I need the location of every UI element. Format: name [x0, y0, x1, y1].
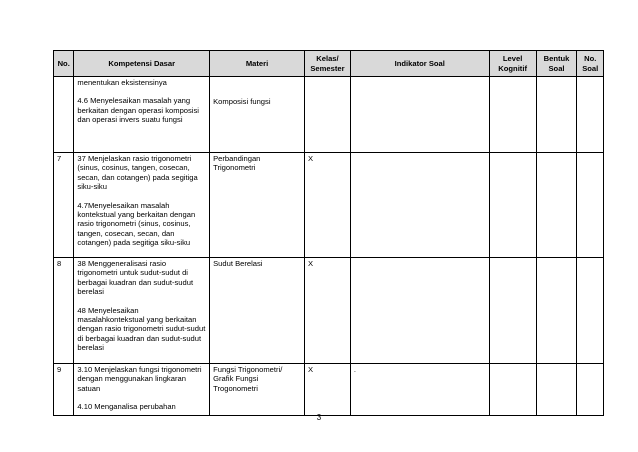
header-kelas: Kelas/ Semester: [305, 51, 351, 77]
cell-no: [54, 77, 74, 153]
table-row: [54, 153, 604, 258]
header-nosoal: No. Soal: [577, 51, 604, 77]
header-level: Level Kognitif: [489, 51, 536, 77]
cell-kelas: X: [305, 153, 351, 258]
cell-nosoal: [577, 153, 604, 258]
table-row: [54, 258, 604, 364]
materi-text: Fungsi Trigonometri/ Grafik Fungsi Trogonometri: [213, 365, 283, 393]
cell-materi: [210, 258, 305, 364]
page-number: 3: [316, 413, 322, 422]
kd-text: 4.6 Menyelesaikan masalah yang berkaitan dengan operasi komposisi dan operasi invers suatu fungsi: [77, 96, 199, 125]
cell-materi: [210, 153, 305, 258]
cell-bentuk: [536, 364, 577, 416]
header-bentuk: Bentuk Soal: [536, 51, 577, 77]
cell-kompetensi: [74, 153, 210, 258]
cell-kelas: X: [305, 364, 351, 416]
cell-kelas: [305, 77, 351, 153]
cell-indikator: [350, 258, 489, 364]
cell-bentuk: [536, 153, 577, 258]
cell-materi: [210, 77, 305, 153]
cell-indikator: [350, 77, 489, 153]
materi-text: Sudut Berelasi: [213, 259, 263, 268]
cell-bentuk: [536, 258, 577, 364]
cell-nosoal: [577, 364, 604, 416]
materi-text: Komposisi fungsi: [213, 97, 271, 106]
cell-level: [489, 364, 536, 416]
cell-level: [489, 77, 536, 153]
kd-text: menentukan eksistensinya: [77, 78, 167, 87]
cell-kelas: X: [305, 258, 351, 364]
cell-kompetensi: [74, 364, 210, 416]
kd-text: 48 Menyelesaikan masalahkontekstual yang berkaitan dengan rasio trigonometri sudut-sudut di berbagai kuadran dan sudut-sudut berelasi: [77, 305, 206, 353]
kd-text: 3.10 Menjelaskan fungsi trigonometri dengan menggunakan lingkaran satuan: [77, 365, 202, 393]
cell-kompetensi: [74, 258, 210, 364]
materi-text: [213, 78, 301, 97]
cell-nosoal: [577, 258, 604, 364]
cell-kompetensi: [74, 77, 210, 153]
cell-bentuk: [536, 77, 577, 153]
cell-level: [489, 153, 536, 258]
cell-no: 8: [54, 258, 74, 364]
materi-text: Perbandingan Trigonometri: [213, 154, 261, 173]
cell-indikator: .: [350, 364, 489, 416]
table-row: [54, 364, 604, 416]
kisi-kisi-table: [53, 50, 604, 416]
kd-text: 4.10 Menganalisa perubahan: [77, 402, 176, 412]
kd-text: 4.7Menyelesaikan masalah kontekstual yang berkaitan dengan rasio trigonometri (sinus, cosinus, tangen, cosecan, secan, dan cotangen) pada segitiga siku-siku: [77, 200, 196, 248]
cell-materi: [210, 364, 305, 416]
cell-no: 7: [54, 153, 74, 258]
header-no: No.: [54, 51, 74, 77]
header-indikator: Indikator Soal: [350, 51, 489, 77]
cell-nosoal: [577, 77, 604, 153]
header-kompetensi: Kompetensi Dasar: [74, 51, 210, 77]
cell-indikator: [350, 153, 489, 258]
kd-text: 37 Menjelaskan rasio trigonometri (sinus, cosinus, tangen, cosecan, secan, dan cotangen) pada segitiga siku-siku: [77, 154, 198, 192]
header-row: [54, 51, 604, 77]
cell-no: 9: [54, 364, 74, 416]
header-materi: Materi: [210, 51, 305, 77]
table-row: [54, 77, 604, 153]
kd-text: 38 Menggeneralisasi rasio trigonometri untuk sudut-sudut di berbagai kuadran dan sudut-sudut berelasi: [77, 259, 194, 297]
cell-level: [489, 258, 536, 364]
